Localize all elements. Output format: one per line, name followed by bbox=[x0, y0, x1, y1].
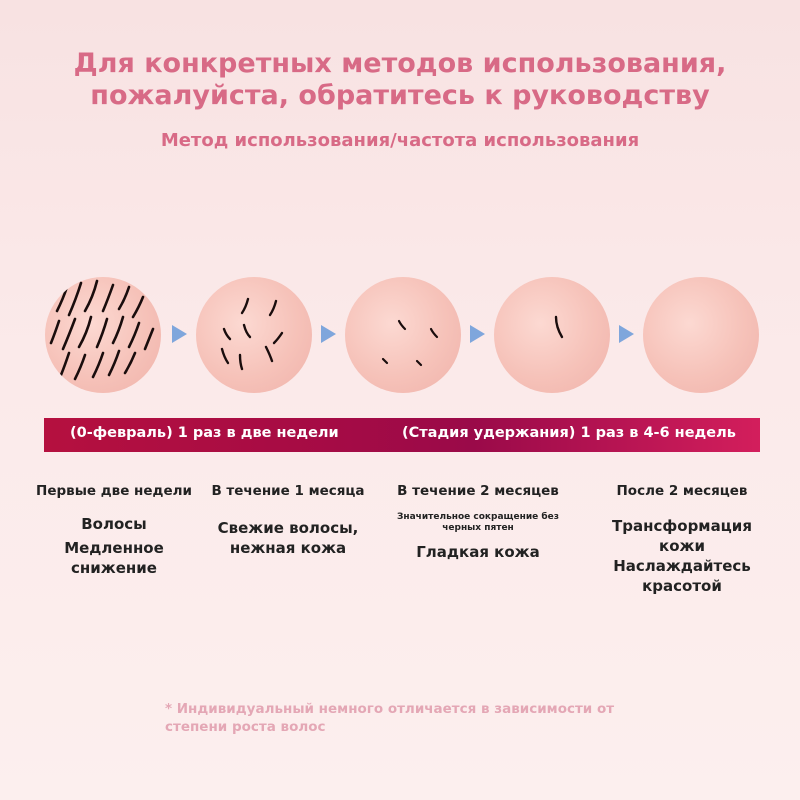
title-line-1: Для конкретных методов использования, bbox=[73, 48, 727, 79]
page-title bbox=[0, 48, 800, 112]
column-heading: После 2 месяцев bbox=[616, 483, 748, 499]
column-body-line-2: Медленное bbox=[64, 539, 164, 557]
skin-hair-dense-icon bbox=[45, 277, 161, 393]
skin-hair-few-icon bbox=[345, 277, 461, 393]
column-body-line-2: Наслаждайтесь bbox=[613, 557, 751, 575]
result-column-2 bbox=[202, 482, 374, 558]
column-body-line-1: Трансформация кожи bbox=[612, 517, 752, 555]
title-line-2: пожалуйста, обратитесь к руководству bbox=[90, 80, 710, 111]
skin-hair-medium-icon bbox=[196, 277, 312, 393]
stage-band bbox=[44, 418, 760, 452]
column-body-line-1: Волосы bbox=[81, 515, 147, 533]
column-body-line-3: красотой bbox=[642, 577, 722, 595]
arrow-right-icon bbox=[619, 325, 634, 343]
arrow-right-icon bbox=[321, 325, 336, 343]
footnote bbox=[165, 700, 685, 736]
arrow-right-icon bbox=[470, 325, 485, 343]
result-column-1 bbox=[34, 482, 194, 578]
result-column-3 bbox=[390, 482, 566, 562]
skin-smooth-icon bbox=[643, 277, 759, 393]
column-heading: Первые две недели bbox=[36, 483, 192, 499]
column-body-line-2: нежная кожа bbox=[229, 539, 347, 557]
skin-hair-single-icon bbox=[494, 277, 610, 393]
column-body-line-3: снижение bbox=[71, 559, 157, 577]
page-subtitle: Метод использования/частота использования bbox=[160, 130, 640, 151]
column-body-line-1: Свежие волосы, bbox=[217, 519, 359, 537]
arrow-right-icon bbox=[172, 325, 187, 343]
footnote-line-2: степени роста волос bbox=[165, 719, 326, 735]
band-right-label: (Стадия удержания) 1 раз в 4-6 недель bbox=[402, 425, 736, 441]
column-body-line-1: Гладкая кожа bbox=[416, 543, 540, 561]
column-note: Значительное сокращение без черных пятен bbox=[397, 512, 559, 533]
band-left-label: (0-февраль) 1 раз в две недели bbox=[70, 425, 339, 441]
result-column-4 bbox=[592, 482, 772, 596]
footnote-line-1: * Индивидуальный немного отличается в зависимости от bbox=[165, 701, 615, 717]
column-heading: В течение 2 месяцев bbox=[397, 483, 559, 499]
column-heading: В течение 1 месяца bbox=[211, 483, 365, 499]
